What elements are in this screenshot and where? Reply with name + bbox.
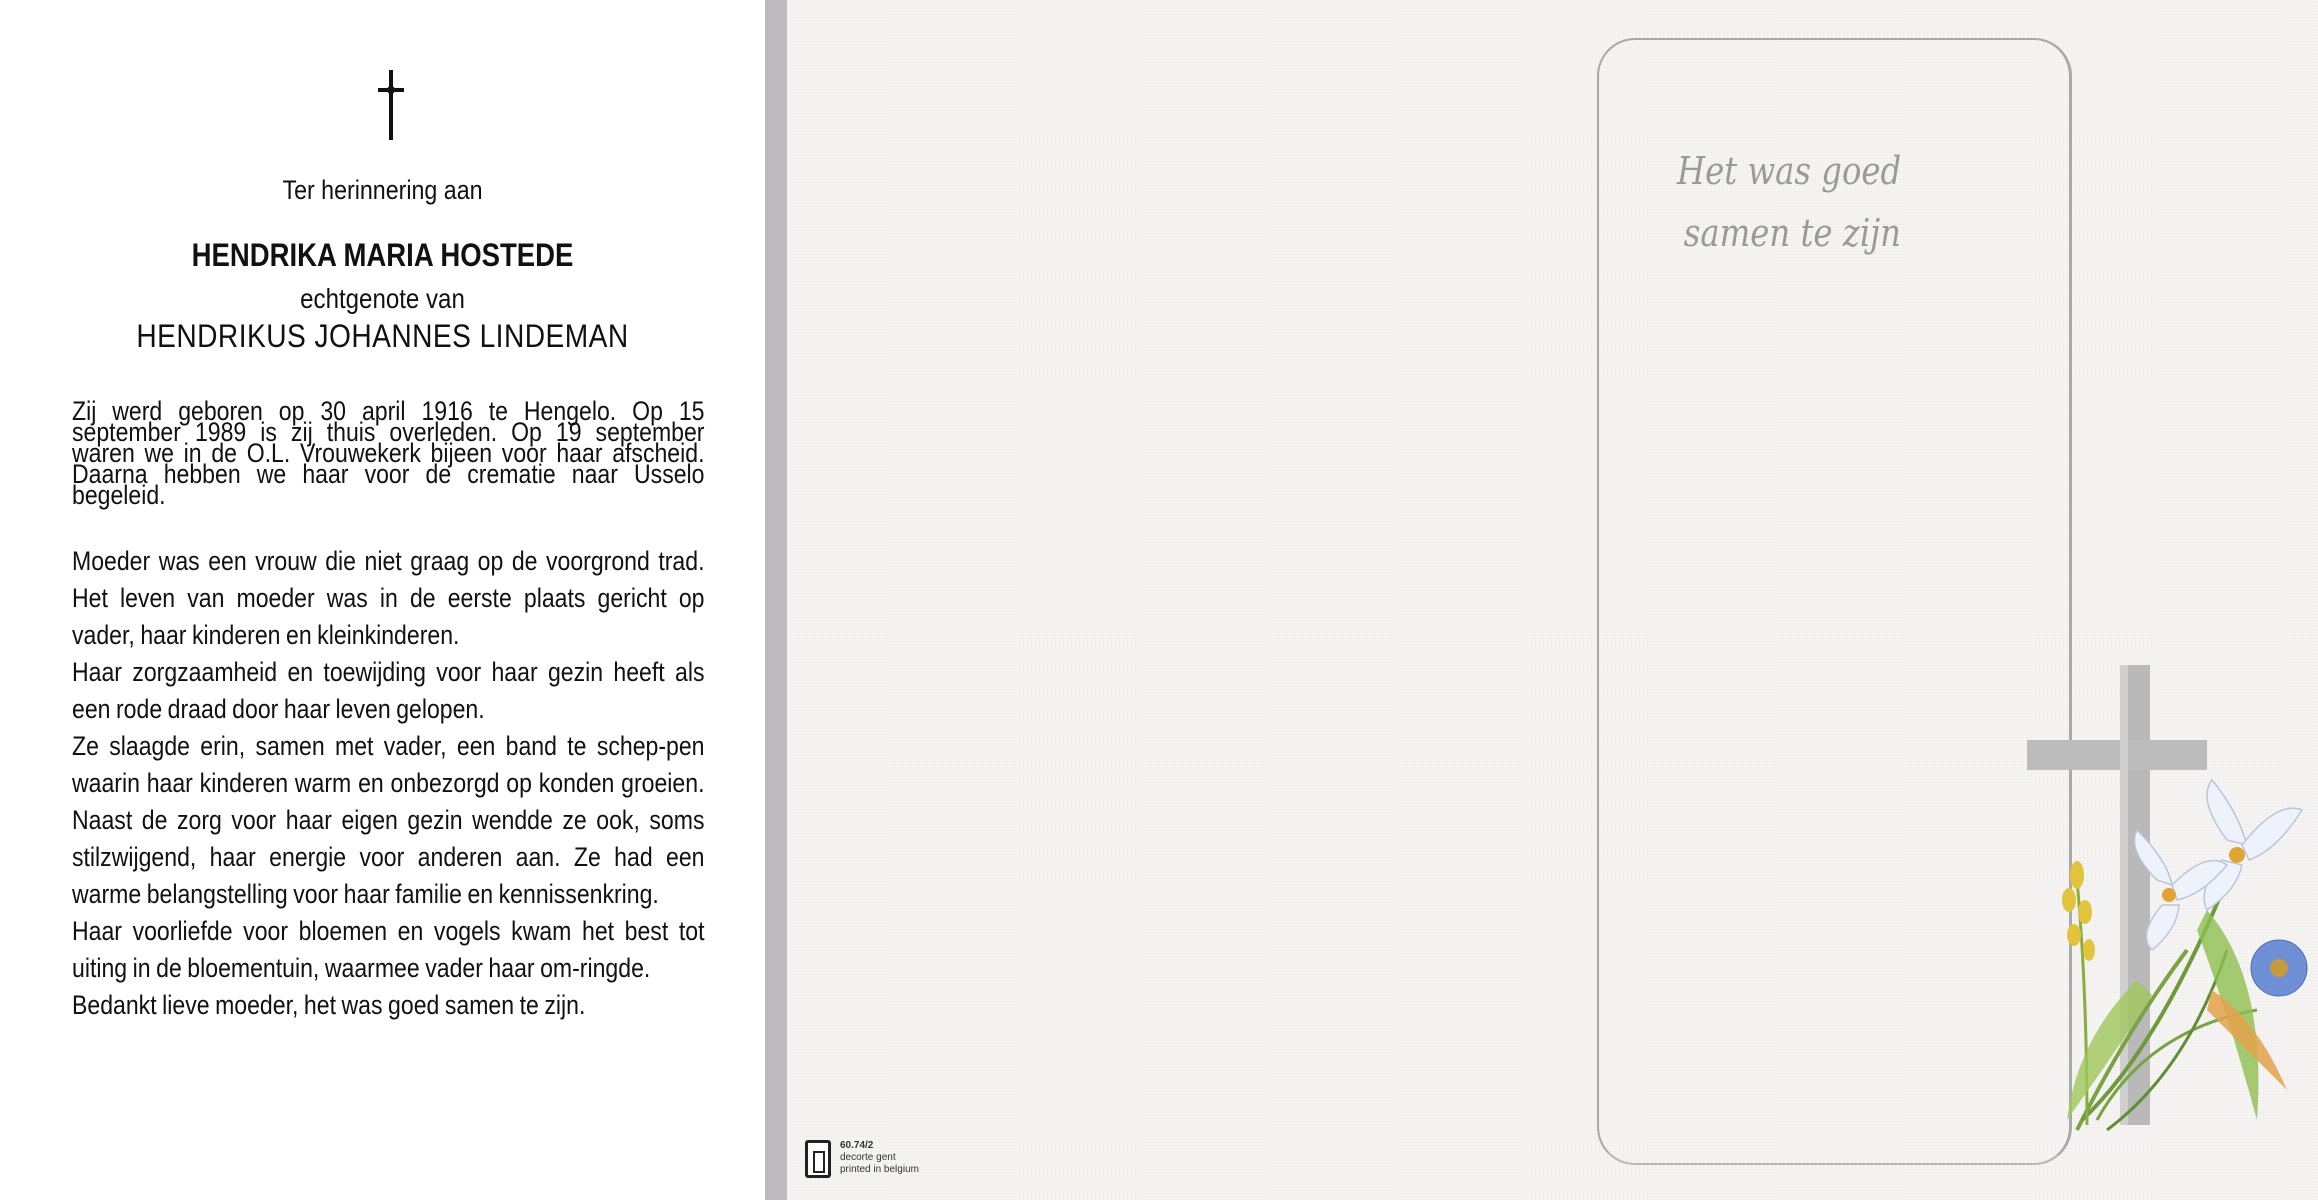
cross-with-flowers-icon <box>1957 650 2317 1150</box>
cover-script-text <box>1677 140 2017 264</box>
intro-text: Ter herinnering aan <box>282 175 483 205</box>
spouse-name: HENDRIKUS JOHANNES LINDEMAN <box>136 318 629 354</box>
cross-icon <box>370 70 412 140</box>
publisher-name: decorte gent <box>840 1152 896 1163</box>
biography-line: Bedankt lieve moeder, het was goed samen te zijn. <box>72 990 586 1020</box>
script-line-2: samen te zijn <box>1683 211 1901 255</box>
biography-paragraph-1: Zij werd geboren op 30 april 1916 te Hengelo. Op 15 september 1989 is zij thuis overleden. Op 19 september waren we in de O.L. Vrouwekerk bijeen voor haar afscheid. Daarna hebben we haar voor de crematie naar Usselo begeleid. <box>72 396 705 510</box>
publisher-text <box>840 1140 919 1176</box>
publisher-logo-icon <box>805 1140 831 1178</box>
card-fold-divider <box>765 0 787 1200</box>
biography-line: Haar voorliefde voor bloemen en vogels kwam het best tot uiting in de bloementuin, waarmee vader haar om-ringde. <box>72 916 705 983</box>
script-line-1: Het was goed <box>1677 149 1902 193</box>
biography-line: Moeder was een vrouw die niet graag op de voorgrond trad. Het leven van moeder was in de eerste plaats gericht op vader, haar kinderen en kleinkinderen. <box>72 546 705 650</box>
spouse-intro: echtgenote van <box>300 283 465 314</box>
biography-text <box>72 396 705 1024</box>
card-cover-panel <box>787 0 2318 1200</box>
biography-line: Ze slaagde erin, samen met vader, een band te schep-pen waarin haar kinderen warm en onbezorgd op konden groeien. Naast de zorg voor haar eigen gezin wendde ze ook, soms stilzwijgend, haar energie voor anderen aan. Ze had een warme belangstelling voor haar familie en kennissenkring. <box>72 731 705 909</box>
memorial-text-panel <box>0 0 765 1200</box>
publisher-printed: printed in belgium <box>840 1164 919 1175</box>
deceased-name: HENDRIKA MARIA HOSTEDE <box>191 237 574 273</box>
biography-paragraph-2 <box>72 543 704 1024</box>
publisher-mark <box>805 1140 965 1185</box>
publisher-code: 60.74/2 <box>840 1140 874 1151</box>
biography-line: Haar zorgzaamheid en toewijding voor haar gezin heeft als een rode draad door haar leven gelopen. <box>72 657 705 724</box>
